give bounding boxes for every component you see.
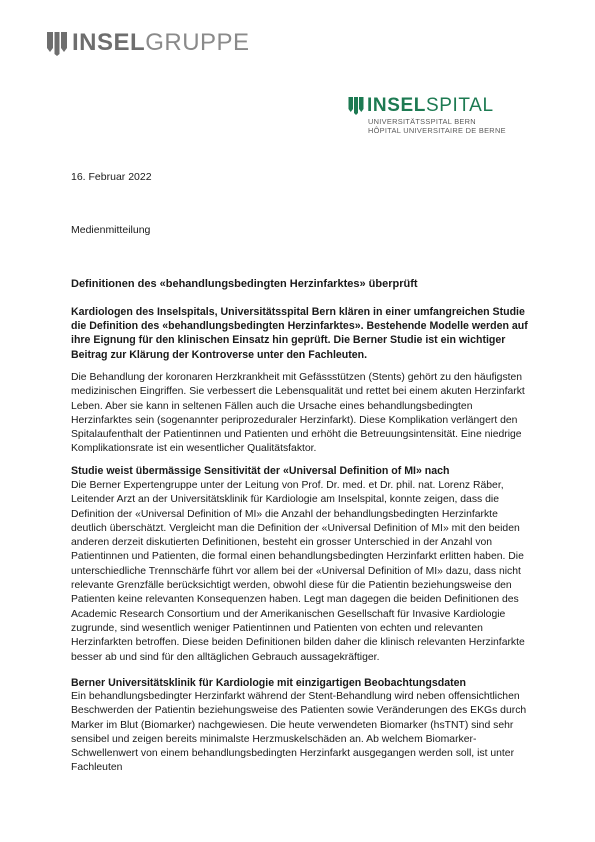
inselgruppe-logo [46, 28, 250, 58]
inselgruppe-emblem-icon [46, 30, 68, 56]
section-text-observational-data: Ein behandlungsbedingter Herzinfarkt während der Stent-Behandlung wird neben offensichtlichen Beschwerden der Patientin beziehungsweise des Patienten sowie Veränderungen des EKGs durch Marker im Blut (Biomarker) nachgewiesen. Die heute verwendeten Biomarker (hsTNT) sind sehr sensibel und zeigen bereits minimalste Herzmuskelschäden an. Ab welchem Biomarker-Schwellenwert von einem behandlungsbedingten Herzinfarkt ausgegangen werden soll, ist unter Fachleuten [71, 691, 527, 774]
press-release-date: 16. Februar 2022 [71, 171, 152, 183]
inselspital-emblem-icon [348, 96, 364, 115]
inselspital-subtitle-de: UNIVERSITÄTSSPITAL BERN [368, 117, 476, 126]
inselspital-logo [348, 96, 506, 135]
intro-paragraph: Die Behandlung der koronaren Herzkrankheit mit Gefässstützen (Stents) gehört zu den häufigsten medizinischen Eingriffen. Sie verbessert die Lebensqualität und rettet bei einem akuten Herzinfarkt Leben. Aber sie kann in seltenen Fällen auch die Ursache eines behandlungsbedingten Herzinfarktes sein (sogenannter periprozeduraler Herzinfarkt). Diese Komplikation verlängert den Spitalaufenthalt der Patientinnen und Patienten und erhöht die Betreuungsintensität. Eine niedrige Komplikationsrate ist ein wesentlicher Qualitätsfaktor. [71, 372, 525, 455]
document-type: Medienmitteilung [71, 224, 151, 236]
inselgruppe-wordmark: INSELGRUPPE [72, 29, 250, 56]
press-release-title: Definitionen des «behandlungsbedingten Herzinfarktes» überprüft [71, 278, 418, 290]
inselspital-wordmark: INSELSPITAL [367, 95, 494, 116]
section-heading-observational-data: Berner Universitätsklinik für Kardiologie mit einzigartigen Beobachtungsdaten [71, 677, 466, 689]
section-heading-sensitivity: Studie weist übermässige Sensitivität der «Universal Definition of MI» nach [71, 465, 450, 477]
lead-paragraph: Kardiologen des Inselspitals, Universitätsspital Bern klären in einer umfangreichen Studie die Definition des «behandlungsbedingten Herzinfarktes». Bestehende Modelle werden auf ihre Eignung für den klinischen Einsatz hin geprüft. Die Berner Studie ist ein wichtiger Beitrag zur Klärung der Kontroverse unter den Fachleuten. [71, 306, 528, 361]
inselspital-subtitle-fr: HÔPITAL UNIVERSITAIRE DE BERNE [368, 126, 506, 135]
section-text-sensitivity: Die Berner Expertengruppe unter der Leitung von Prof. Dr. med. et Dr. phil. nat. Lorenz Räber, Leitender Arzt an der Universitätsklinik für Kardiologie am Inselspital, konnte zeigen, dass die Definition der «Universal Definition of MI» die Anzahl der behandlungsbedingten Herzinfarkte deutlich überschätzt. Vergleicht man die Definition der «Universal Definition of MI» mit den beiden anderen derzeit diskutierten Definitionen, besteht ein grosser Unterschied in der Anzahl von Patientinnen und Patienten, die formal einen behandlungsbedingten Herzinfarkt erlitten haben. Die unterschiedliche Trennschärfe führt vor allem bei der «Universal Definition of MI» dazu, dass nicht relevante Grenzfälle berücksichtigt werden, obwohl diese für die Patientin beziehungsweise den Patienten keine relevanten Konsequenzen haben. Legt man dagegen die beiden Definitionen des Academic Research Consortium und der Amerikanischen Gesellschaft für Invasive Kardiologie zugrunde, sind wesentlich weniger Patientinnen und Patienten von echten und relevanten Herzinfarkten betroffen. Diese beiden Definitionen bilden daher die klinisch relevanten Herzinfarkte besser ab und sind für den alltäglichen Gebrauch aussagekräftiger. [71, 480, 525, 663]
